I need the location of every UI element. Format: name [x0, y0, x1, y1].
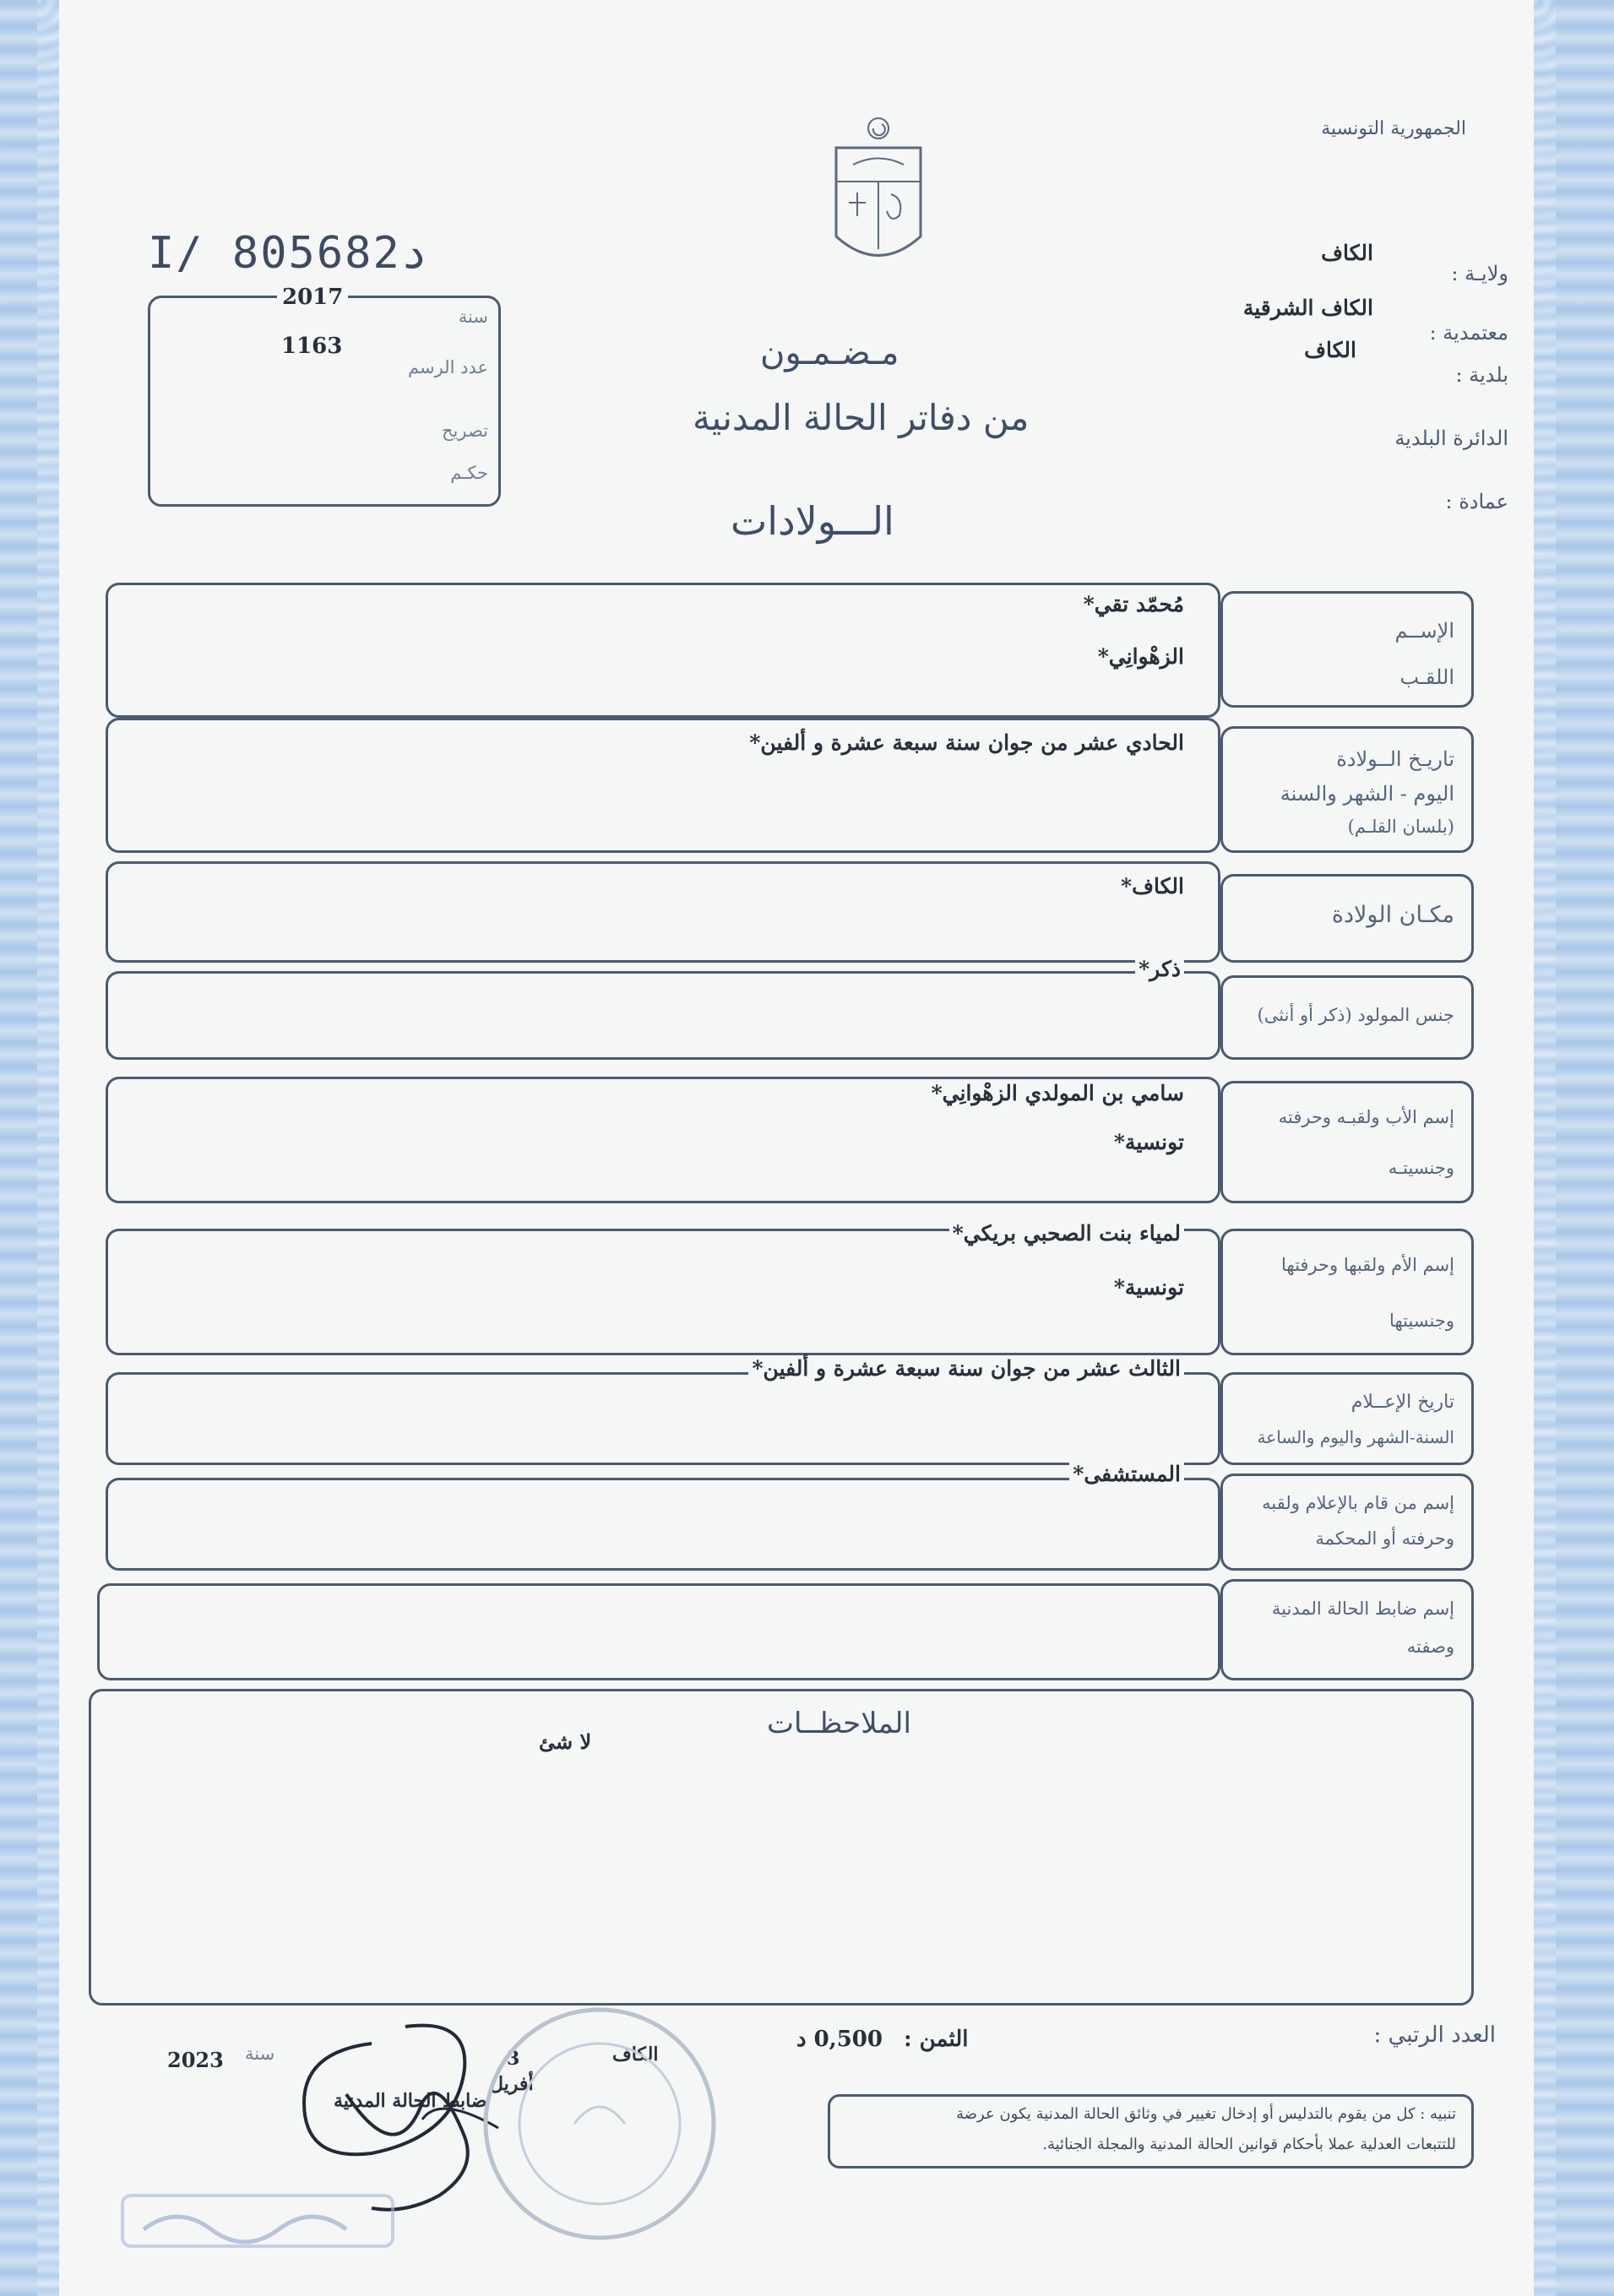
- field-value-box: [106, 1221, 1220, 1355]
- day-value: 3: [507, 2048, 520, 2070]
- field-label-line: إسم الأب ولقبـه وحرفته: [1278, 1107, 1454, 1127]
- registry-act-number-label: عدد الرسم: [408, 357, 488, 377]
- field-label-line: جنس المولود (ذكر أو أنثى): [1257, 1005, 1454, 1025]
- remarks-value: لا شئ: [539, 1729, 592, 1754]
- field-label-box: [1220, 1372, 1474, 1465]
- field-value-box: [106, 957, 1220, 1060]
- municipality-value: الكاف: [1304, 338, 1356, 362]
- field-value-box: [106, 1077, 1220, 1203]
- field-label-box: [1220, 1579, 1474, 1680]
- field-label-line: وصفته: [1406, 1637, 1454, 1657]
- field-value-box: [106, 1356, 1220, 1465]
- field-label-box: [1220, 1081, 1474, 1203]
- field-label-line: الإســم: [1394, 619, 1454, 643]
- field-label-line: اللقـب: [1399, 665, 1454, 689]
- field-value-line: الزهْوانِي*: [1097, 644, 1184, 669]
- field-label-line: (بلسان القلـم): [1347, 817, 1454, 837]
- field-value-box: [106, 1462, 1220, 1571]
- registry-year-label: سنة: [458, 307, 488, 327]
- price-value: 0,500 د: [796, 2027, 883, 2052]
- registry-box: [148, 285, 501, 507]
- wilaya-value: الكاف: [1321, 241, 1373, 265]
- delegation-value: الكاف الشرقية: [1242, 296, 1373, 320]
- field-label-line: اليوم - الشهر والسنة: [1280, 782, 1454, 806]
- section-title-births: الـــولادات: [731, 498, 894, 544]
- document-title: مـضـمـون: [760, 334, 899, 372]
- field-label-line: إسم الأم ولقبها وحرفتها: [1281, 1255, 1454, 1275]
- ordinal-number-label: العدد الرتبي :: [1373, 2022, 1496, 2048]
- field-value-line: ذكر*: [1135, 957, 1184, 981]
- field-label-line: وجنسيتـه: [1388, 1158, 1454, 1178]
- field-label-box: [1220, 1229, 1474, 1355]
- field-label-box: [1220, 591, 1474, 708]
- field-label-line: مكـان الولادة: [1331, 902, 1454, 928]
- field-label-line: وجنسيتها: [1389, 1311, 1454, 1331]
- field-label-line: السنة-الشهر واليوم والساعة: [1257, 1427, 1454, 1447]
- delegation-label: معتمدية :: [1429, 321, 1508, 345]
- registry-act-number-value: 1163: [281, 334, 343, 359]
- field-value-box: [106, 718, 1220, 853]
- officer-title: ضابط الحالة المدنية: [334, 2090, 487, 2112]
- price-label: الثمن :: [904, 2027, 969, 2052]
- field-value-line: الكاف*: [1121, 874, 1184, 898]
- legal-notice-box: [828, 2094, 1474, 2168]
- registry-judgment-label: حكـم: [450, 463, 488, 483]
- field-value-box: [106, 583, 1220, 718]
- field-value-line: مُحمّد تقي*: [1083, 592, 1184, 616]
- field-value-line: تونسية*: [1113, 1130, 1184, 1154]
- field-label-box: [1220, 975, 1474, 1060]
- field-value-line: سامي بن المولدي الزهْوانِي*: [931, 1081, 1184, 1105]
- certificate-paper: [59, 0, 1534, 2296]
- imada-label: عمادة :: [1445, 490, 1508, 513]
- field-label-line: إسم ضابط الحالة المدنية: [1271, 1599, 1454, 1619]
- place-value: الكاف: [612, 2044, 659, 2065]
- field-label-line: إسم من قام بالإعلام ولقبه: [1262, 1493, 1454, 1513]
- republic-label: الجمهورية التونسية: [1321, 118, 1466, 139]
- municipal-stamp: [473, 1997, 735, 2250]
- remarks-box: [89, 1689, 1474, 2006]
- left-decorative-border: [0, 0, 59, 2296]
- field-value-line: الثالث عشر من جوان سنة سبعة عشرة و ألفين*: [748, 1356, 1184, 1381]
- field-value-line: الحادي عشر من جوان سنة سبعة عشرة و ألفين*: [749, 730, 1184, 755]
- footer-year-value: 2023: [167, 2048, 224, 2072]
- district-label: الدائرة البلدية: [1394, 426, 1508, 450]
- registry-year-value: 2017: [277, 285, 348, 310]
- field-label-box: [1220, 1474, 1474, 1571]
- wilaya-label: ولايـة :: [1451, 262, 1508, 285]
- field-label-box: [1220, 874, 1474, 963]
- field-label-line: تاريخ الإعــلام: [1350, 1392, 1454, 1413]
- stamp-impression: [118, 2187, 397, 2255]
- right-decorative-border: [1534, 0, 1614, 2296]
- municipality-label: بلدية :: [1455, 363, 1508, 387]
- month-value: أفريل: [490, 2073, 534, 2095]
- field-label-box: [1220, 726, 1474, 853]
- field-value-line: المستشفى*: [1069, 1462, 1184, 1486]
- field-value-line: تونسية*: [1113, 1275, 1184, 1300]
- legal-notice-line: للتتبعات العدلية عملا بأحكام قوانين الحالة المدنية والمجلة الجنائية.: [1042, 2136, 1456, 2153]
- serial-number: I/ 805682د: [148, 228, 428, 279]
- footer-year-label: سنة: [245, 2044, 275, 2064]
- field-label-line: تاريـخ الــولادة: [1336, 747, 1454, 771]
- remarks-title: الملاحظــات: [767, 1707, 911, 1740]
- field-value-line: لمياء بنت الصحبي بريكي*: [949, 1221, 1184, 1246]
- document-subtitle: من دفاتر الحالة المدنية: [693, 397, 1030, 438]
- field-label-line: وحرفته أو المحكمة: [1315, 1528, 1454, 1549]
- field-value-box: [106, 861, 1220, 963]
- legal-notice-line: تنبيه : كل من يقوم بالتدليس أو إدخال تغيير في وثائق الحالة المدنية يكون عرضة: [956, 2105, 1456, 2123]
- registry-declaration-label: تصريح: [441, 421, 488, 441]
- tunisian-coat-of-arms-icon: [819, 110, 937, 279]
- field-value-box: [97, 1583, 1220, 1680]
